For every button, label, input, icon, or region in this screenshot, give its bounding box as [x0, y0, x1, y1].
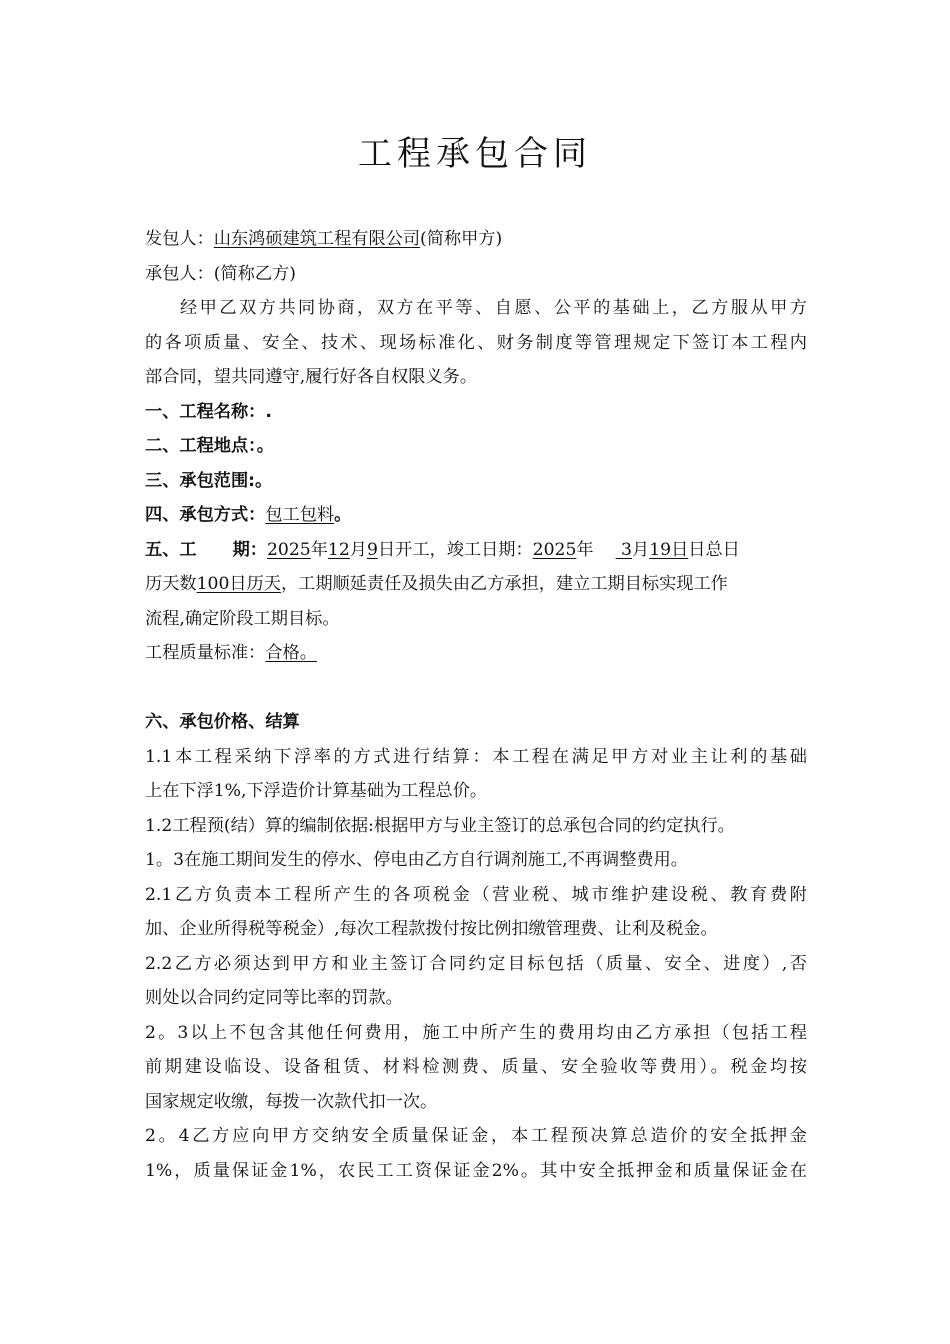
contract-method-label: 四、承包方式：: [145, 505, 266, 525]
price-line: 1%，质量保证金1%，农民工工资保证金2%。其中安全抵押金和质量保证金在: [145, 1160, 807, 1181]
contractor-line: 承包人：(简称乙方): [145, 263, 296, 284]
end-year-unit: 年: [576, 539, 594, 560]
duration-responsibility: ，工期顺延责任及损失由乙方承担，建立工期目标实现工作: [280, 574, 728, 594]
quality-standard: [145, 636, 807, 671]
employer-name: 山东鸿硕建筑工程有限公司: [213, 229, 421, 249]
price-line: 2.2乙方必须达到甲方和业主签订合同约定目标包括（质量、安全、进度）,否: [145, 953, 807, 974]
quality-value: 合格。: [265, 643, 317, 663]
section-contract-method: [145, 498, 807, 533]
end-year: 2025: [532, 539, 577, 560]
start-month-unit: 月: [349, 539, 367, 560]
section-duration-line-3: 流程,确定阶段工期目标。: [145, 608, 340, 629]
section-contract-scope: 三、承包范围:。: [145, 470, 273, 491]
employer-suffix: (简称甲方): [420, 229, 503, 249]
contract-method-value: 包工包料: [265, 505, 335, 525]
price-line: 则处以合同约定同等比率的罚款。: [145, 988, 403, 1008]
section-project-name: 一、工程名称：.: [145, 401, 272, 422]
document-body: [145, 222, 807, 1188]
price-line: 1.1本工程采纳下浮率的方式进行结算：本工程在满足甲方对业主让利的基础: [145, 746, 807, 767]
intro-line-3: 部合同，望共同遵守,履行好各自权限义务。: [145, 367, 478, 387]
price-line: 国家规定收缴，每拨一次款代扣一次。: [145, 1091, 438, 1112]
price-line: 2.1乙方负责本工程所产生的各项税金（营业税、城市维护建设税、教育费附: [145, 884, 807, 905]
section-duration-line-2: [145, 567, 807, 602]
section-duration-line-1: [145, 533, 807, 568]
end-month-unit: 月: [632, 539, 650, 560]
start-month: 12: [327, 539, 350, 560]
blank-line: [145, 671, 807, 706]
end-day: 19日: [649, 539, 689, 560]
contract-method-end: 。: [334, 505, 352, 525]
section-price-heading: 六、承包价格、结算: [145, 712, 300, 732]
total-days: 100日历天: [196, 574, 281, 594]
end-month: 3: [615, 539, 632, 560]
price-line: 上在下浮1%,下浮造价计算基础为工程总价。: [145, 781, 488, 801]
total-days-label: 历天数: [145, 574, 197, 594]
total-label: 日总日: [688, 539, 740, 560]
price-line: 2。4乙方应向甲方交纳安全质量保证金，本工程预决算总造价的安全抵押金: [145, 1126, 807, 1146]
start-year-unit: 年: [310, 539, 328, 560]
start-label: 日开工，竣工日期：: [377, 539, 533, 560]
start-day: 9: [367, 539, 378, 560]
intro-line-2: 的各项质量、安全、技术、现场标准化、财务制度等管理规定下签订本工程内: [145, 332, 807, 353]
duration-label-a: 五、工: [145, 539, 197, 560]
document-title: 工程承包合同: [358, 134, 592, 174]
price-line: 1。3在施工期间发生的停水、停电由乙方自行调剂施工,不再调整费用。: [145, 850, 688, 870]
intro-line-1: 经甲乙双方共同协商，双方在平等、自愿、公平的基础上，乙方服从甲方: [180, 298, 807, 318]
price-line: 加、企业所得税等税金）,每次工程款拨付按比例扣缴管理费、让利及税金。: [145, 919, 718, 939]
price-line: 前期建设临设、设备租赁、材料检测费、质量、安全验收等费用）。税金均按: [145, 1057, 807, 1077]
employer-line: [145, 222, 807, 257]
price-line: 2。3以上不包含其他任何费用，施工中所产生的费用均由乙方承担（包括工程: [145, 1022, 807, 1043]
duration-label-b: 期：: [232, 539, 267, 560]
price-line: 1.2工程预(结）算的编制依据:根据甲方与业主签订的总承包合同的约定执行。: [145, 815, 735, 836]
quality-label: 工程质量标准：: [145, 643, 266, 663]
employer-label: 发包人：: [145, 229, 214, 249]
section-project-location: 二、工程地点：。: [145, 436, 274, 456]
start-year: 2025: [266, 539, 311, 560]
